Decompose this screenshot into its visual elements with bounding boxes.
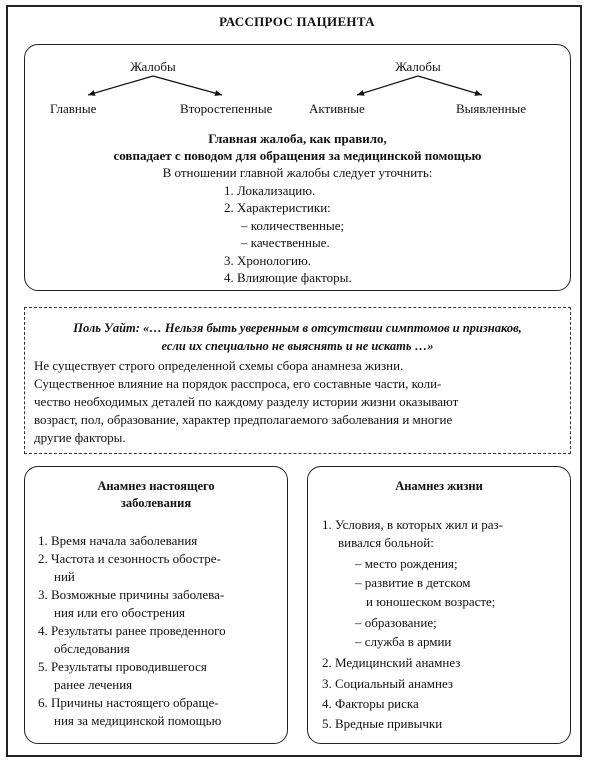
life-history-header: Анамнез жизни bbox=[395, 479, 483, 493]
clarify-item: 1. Локализацию. bbox=[224, 183, 316, 198]
present-illness-item: 5. Результаты проводившегося bbox=[38, 659, 207, 674]
clarify-intro: В отношении главной жалобы следует уточнить: bbox=[162, 165, 433, 180]
life-history-item: 4. Факторы риска bbox=[322, 696, 419, 711]
page-title: РАССПРОС ПАЦИЕНТА bbox=[219, 14, 375, 29]
complaint-type-revealed: Выявленные bbox=[456, 101, 527, 116]
clarify-subitem: – количественные; bbox=[241, 218, 345, 233]
life-history-item-cont: вивался больной: bbox=[338, 535, 434, 550]
present-illness-item-cont: ния или его обострения bbox=[54, 605, 186, 620]
quote-line2: если их специально не выяснять и не искать …» bbox=[161, 339, 434, 353]
present-illness-item: 1. Время начала заболевания bbox=[38, 533, 198, 548]
main-complaint-line2: совпадает с поводом для обращения за медицинской помощью bbox=[113, 148, 482, 163]
life-history-subitem: – место рождения; bbox=[355, 556, 458, 571]
quote-line1: Поль Уайт: «… Нельзя быть уверенным в отсутствии симптомов и признаков, bbox=[73, 321, 522, 335]
life-history-item: 1. Условия, в которых жил и раз- bbox=[322, 517, 503, 532]
quote-body-line: чество необходимых деталей по каждому разделу истории жизни оказывают bbox=[34, 394, 459, 409]
life-history-subitem-cont: и юношеском возрасте; bbox=[366, 594, 496, 609]
life-history-subitem: – служба в армии bbox=[355, 634, 452, 649]
clarify-item: 4. Влияющие факторы. bbox=[224, 270, 352, 285]
arrow-right-active bbox=[357, 76, 418, 95]
quote-body-line: Существенное влияние на порядок расспроса, его составные части, коли- bbox=[34, 376, 442, 391]
arrow-left-secondary bbox=[153, 76, 222, 95]
life-history-item: 3. Социальный анамнез bbox=[322, 676, 454, 691]
complaints-left-root: Жалобы bbox=[130, 59, 176, 74]
life-history-subitem: – образование; bbox=[355, 615, 437, 630]
quote-body-line: возраст, пол, образование, характер предполагаемого заболевания и многие bbox=[34, 412, 453, 427]
clarify-subitem: – качественные. bbox=[241, 235, 330, 250]
complaint-type-main: Главные bbox=[50, 101, 97, 116]
present-illness-item: 2. Частота и сезонность обостре- bbox=[38, 551, 221, 566]
clarify-item: 3. Хронологию. bbox=[224, 253, 311, 268]
complaint-type-secondary: Второстепенные bbox=[180, 101, 273, 116]
present-illness-item-cont: обследования bbox=[54, 641, 130, 656]
present-illness-item-cont: ния за медицинской помощью bbox=[54, 713, 222, 728]
complaints-right-root: Жалобы bbox=[395, 59, 441, 74]
life-history-subitem: – развитие в детском bbox=[355, 575, 471, 590]
quote-body-line: Не существует строго определенной схемы сбора анамнеза жизни. bbox=[34, 358, 404, 373]
present-illness-item: 4. Результаты ранее проведенного bbox=[38, 623, 226, 638]
present-illness-item-cont: ний bbox=[54, 569, 75, 584]
life-history-item: 5. Вредные привычки bbox=[322, 716, 443, 731]
present-illness-item: 6. Причины настоящего обраще- bbox=[38, 695, 219, 710]
present-illness-header-line1: Анамнез настоящего bbox=[97, 479, 215, 493]
present-illness-item-cont: ранее лечения bbox=[54, 677, 133, 692]
arrow-left-main bbox=[88, 76, 153, 95]
clarify-item: 2. Характеристики: bbox=[224, 200, 331, 215]
quote-body-line: другие факторы. bbox=[34, 430, 126, 445]
complaint-type-active: Активные bbox=[309, 101, 365, 116]
life-history-item: 2. Медицинский анамнез bbox=[322, 655, 461, 670]
present-illness-item: 3. Возможные причины заболева- bbox=[38, 587, 225, 602]
arrow-right-revealed bbox=[418, 76, 482, 95]
main-complaint-line1: Главная жалоба, как правило, bbox=[208, 131, 387, 146]
present-illness-header-line2: заболевания bbox=[120, 496, 192, 510]
